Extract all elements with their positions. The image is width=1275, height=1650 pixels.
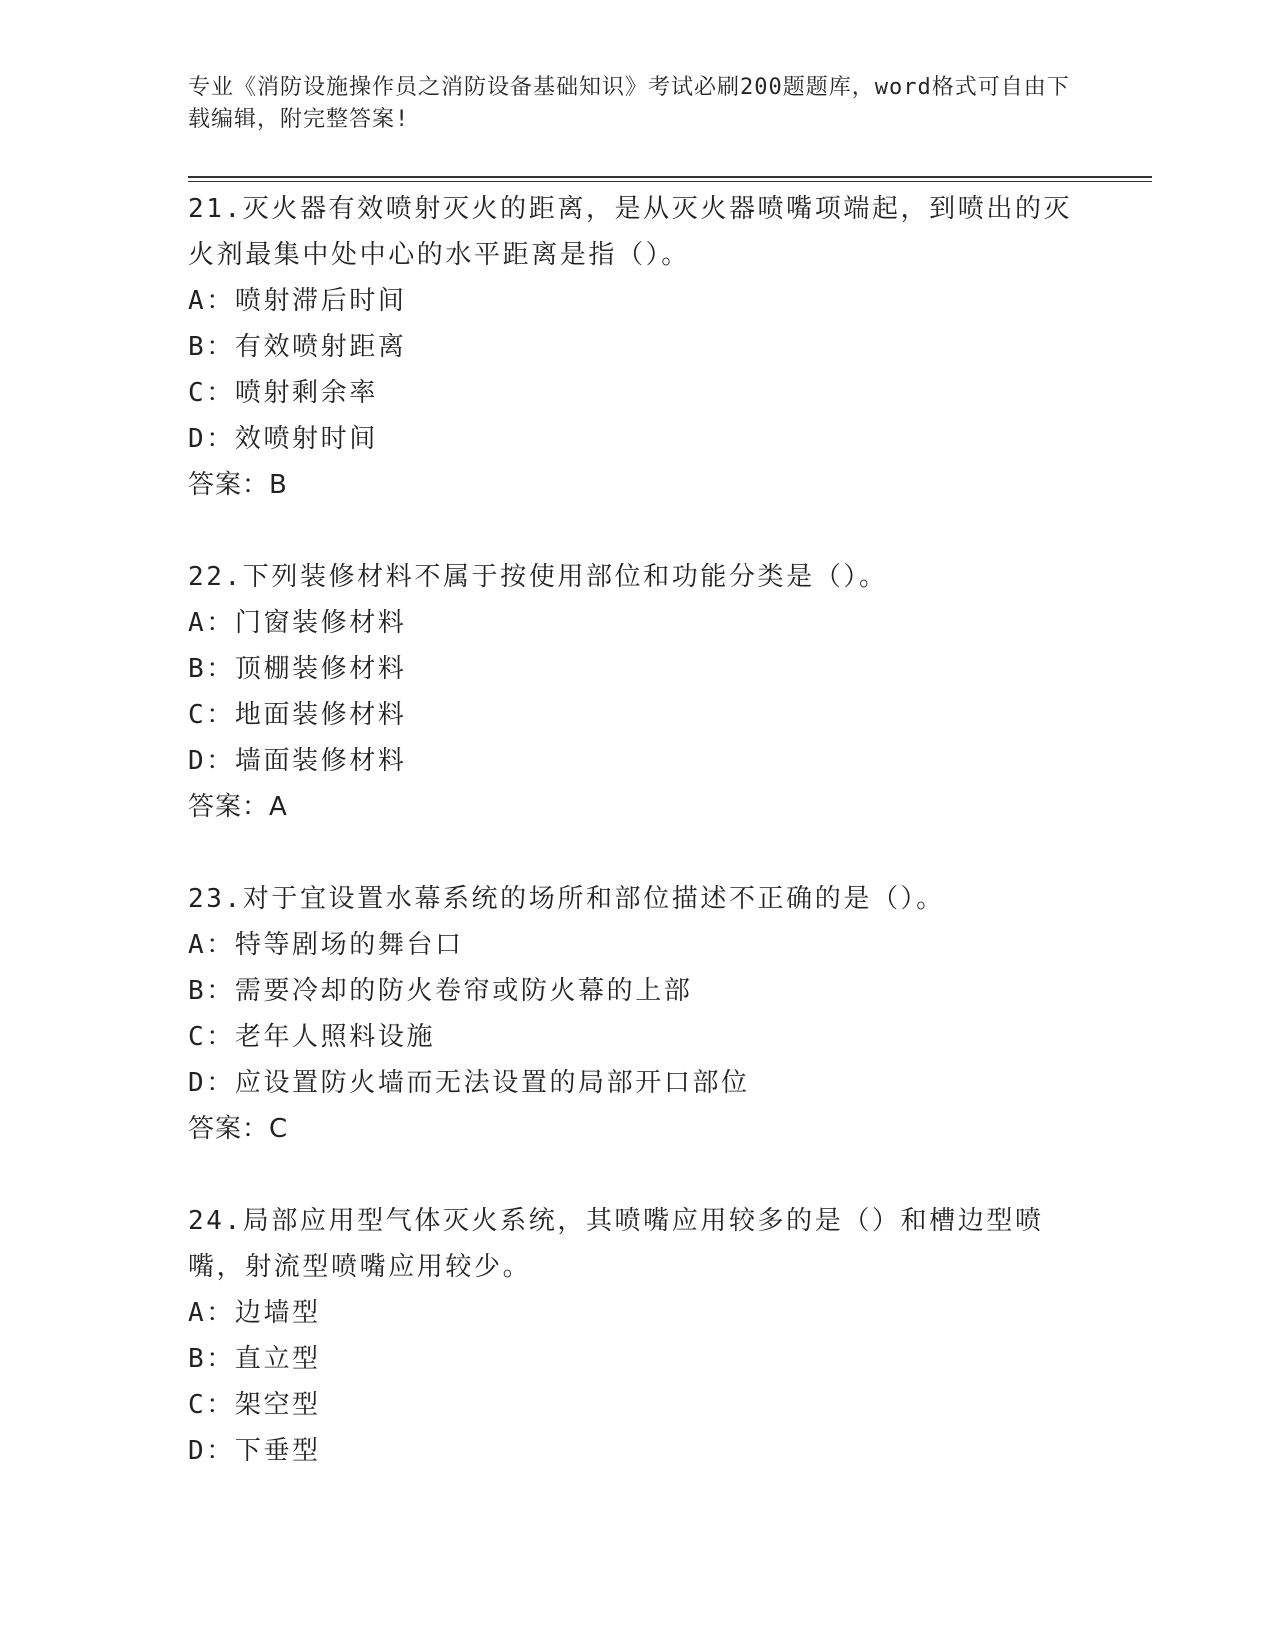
option-c: C：架空型: [188, 1390, 321, 1420]
question-text: 21.灭火器有效喷射灭火的距离，是从灭火器喷嘴项端起，到喷出的灭火剂最集中处中心的水平距离是指（）。: [188, 194, 1073, 270]
header-divider: [188, 176, 1152, 182]
question-21: [188, 186, 1088, 508]
option-d: D：下垂型: [188, 1436, 321, 1466]
option-a: A：特等剧场的舞台口: [188, 930, 464, 960]
question-24: [188, 1198, 1088, 1474]
answer: 答案：A: [188, 792, 288, 822]
question-list: [188, 186, 1088, 1520]
option-b: B：直立型: [188, 1344, 321, 1374]
question-text: 24.局部应用型气体灭火系统，其喷嘴应用较多的是（）和槽边型喷嘴，射流型喷嘴应用较少。: [188, 1206, 1044, 1282]
option-c: C：喷射剩余率: [188, 378, 378, 408]
option-a: A：喷射滞后时间: [188, 286, 407, 316]
option-d: D：墙面装修材料: [188, 746, 407, 776]
option-c: C：地面装修材料: [188, 700, 407, 730]
question-23: [188, 876, 1088, 1152]
option-b: B：顶棚装修材料: [188, 654, 407, 684]
question-22: [188, 554, 1088, 830]
question-text: 23.对于宜设置水幕系统的场所和部位描述不正确的是（）。: [188, 884, 945, 914]
option-b: B：需要冷却的防火卷帘或防火幕的上部: [188, 976, 693, 1006]
answer: 答案：C: [188, 1114, 289, 1144]
option-d: D：效喷射时间: [188, 424, 378, 454]
option-a: A：门窗装修材料: [188, 608, 407, 638]
option-c: C：老年人照料设施: [188, 1022, 436, 1052]
option-a: A：边墙型: [188, 1298, 321, 1328]
document-header: 专业《消防设施操作员之消防设备基础知识》考试必刷200题题库，word格式可自由下载编辑，附完整答案!: [188, 75, 1070, 132]
option-d: D：应设置防火墙而无法设置的局部开口部位: [188, 1068, 750, 1098]
answer: 答案：B: [188, 470, 288, 500]
question-text: 22.下列装修材料不属于按使用部位和功能分类是（）。: [188, 562, 888, 592]
option-b: B：有效喷射距离: [188, 332, 407, 362]
